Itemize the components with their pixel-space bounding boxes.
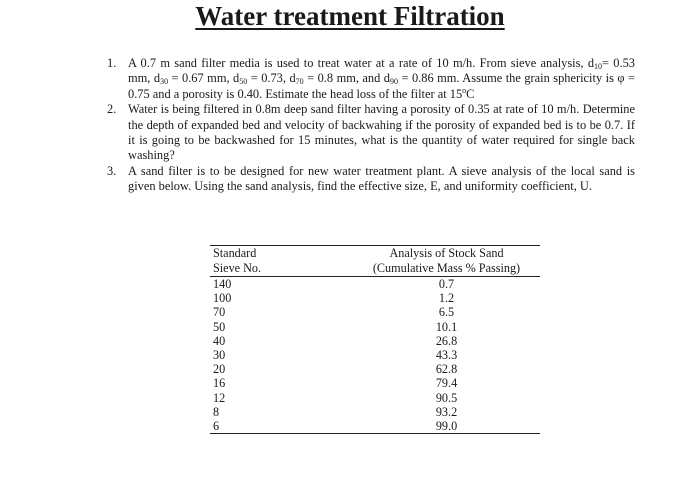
col-header-sieve-line2: Sieve No.: [210, 261, 353, 277]
table-row: [210, 334, 540, 348]
table-row: [210, 291, 540, 305]
table-header-row: [210, 261, 540, 277]
percent-passing-cell: 6.5: [438, 305, 455, 320]
sieve-number-cell: 6: [210, 419, 353, 434]
sieve-number-cell: 30: [213, 348, 226, 363]
percent-passing-cell: 43.3: [435, 348, 458, 363]
table-header-row: [210, 246, 540, 262]
table-row: [210, 362, 540, 376]
table-row: [210, 348, 540, 362]
table-row: [210, 405, 540, 419]
question-number: 1.: [107, 56, 117, 70]
page-title: [0, 0, 700, 32]
table-row: [210, 277, 540, 292]
col-header-passing-line2: (Cumulative Mass % Passing): [353, 261, 540, 277]
sieve-analysis-table: [210, 245, 540, 434]
sieve-number-cell: 50: [213, 319, 226, 334]
percent-passing-cell: 90.5: [435, 390, 458, 405]
table-row: [210, 320, 540, 334]
question-text: A sand filter is to be designed for new water treatment plant. A sieve analysis of the local sand is given below. Using the sand analysis, find the effective size, E, and uniformity coefficient, U.: [128, 163, 635, 194]
table-row: [210, 305, 540, 319]
question-text: A 0.7 m sand filter media is used to treat water at a rate of 10 m/h. From sieve analysis, $d_{10}= 0.53$ mm, $d_{30} = 0.67$ mm, $d_{50} = 0.73$, $d_{70} = 0.8$ mm, and $d_{90} = 0.86$ mm. Assume the grain sphericity is φ = 0.75 and a porosity is 0.40. Estimate the head loss of the filter at 15$^o$C: [128, 56, 635, 101]
table-row: [210, 391, 540, 405]
percent-passing-cell: 93.2: [435, 404, 458, 419]
sieve-number-cell: 140: [213, 277, 232, 291]
col-header-sieve-line1: Standard: [210, 246, 353, 262]
question-number: 3.: [107, 163, 117, 178]
table-row: [210, 419, 540, 434]
sieve-number-cell: 100: [213, 291, 232, 306]
question-text: Water is being filtered in 0.8m deep sand filter having a porosity of 0.35 at rate of 10 m/h. Determine the depth of expanded bed and velocity of backwahing if the porosity of expanded bed is to be 0.7. If it is going to be backwashed for 15 minutes, what is the quantity of water required for single back washing?: [128, 102, 635, 163]
sieve-number-cell: 20: [213, 362, 226, 377]
sieve-number-cell: 16: [213, 376, 226, 391]
question-1: [103, 56, 635, 102]
percent-passing-cell: 10.1: [435, 319, 458, 334]
sieve-number-cell: 40: [213, 333, 226, 348]
sieve-number-cell: 70: [213, 305, 226, 320]
page-title-text: Water treatment Filtration: [195, 1, 505, 31]
table-row: [210, 376, 540, 390]
sieve-number-cell: 8: [213, 404, 220, 419]
col-header-passing-line1: Analysis of Stock Sand: [353, 246, 540, 262]
percent-passing-cell: 26.8: [435, 333, 458, 348]
percent-passing-cell: 62.8: [435, 362, 458, 377]
question-list: [103, 56, 635, 195]
question-3: [103, 164, 635, 195]
sieve-number-cell: 12: [213, 390, 226, 405]
percent-passing-cell: 79.4: [435, 376, 458, 391]
question-number: 2.: [107, 102, 117, 117]
percent-passing-cell: 0.7: [438, 277, 455, 291]
table-body: [210, 277, 540, 434]
percent-passing-cell: 99.0: [353, 419, 540, 434]
question-2: [103, 102, 635, 164]
percent-passing-cell: 1.2: [438, 291, 455, 306]
